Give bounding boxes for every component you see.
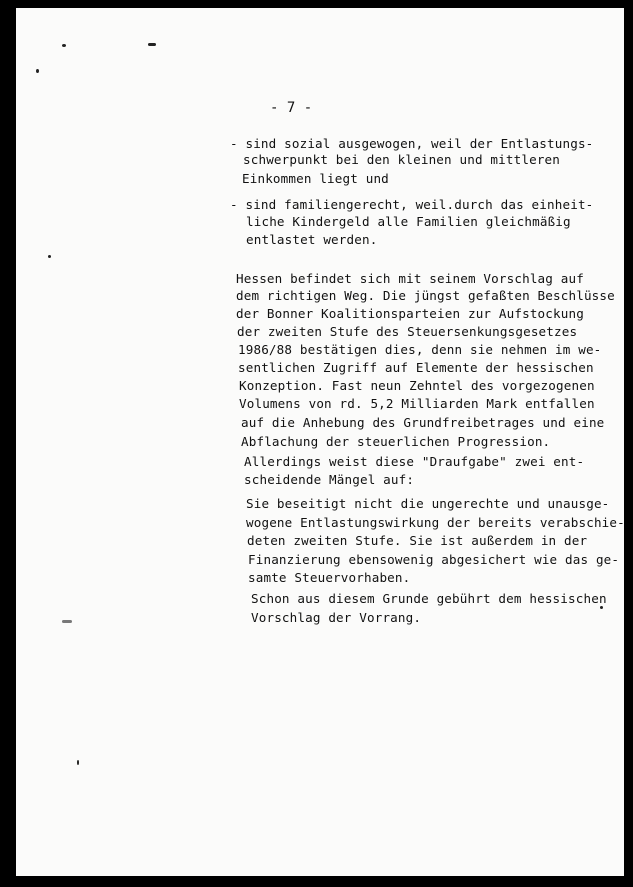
text-line: Volumens von rd. 5,2 Milliarden Mark entfallen — [239, 396, 595, 411]
scan-speck — [62, 44, 66, 47]
text-line: auf die Anhebung des Grundfreibetrages und eine — [241, 415, 605, 430]
text-line: dem richtigen Weg. Die jüngst gefaßten Beschlüsse — [236, 288, 615, 303]
text-line: scheidende Mängel auf: — [244, 472, 415, 487]
scan-border-bottom — [0, 876, 633, 887]
scan-speck — [48, 255, 51, 258]
scan-speck — [77, 760, 79, 765]
scan-speck — [148, 43, 156, 46]
text-line: Abflachung der steuerlichen Progression. — [241, 434, 551, 449]
text-line: deten zweiten Stufe. Sie ist außerdem in der — [247, 533, 588, 548]
text-line: Sie beseitigt nicht die ungerechte und unausge- — [246, 496, 610, 511]
text-line: Vorschlag der Vorrang. — [251, 610, 422, 625]
text-line: samte Steuervorhaben. — [248, 570, 411, 585]
text-line: 1986/88 bestätigen dies, denn sie nehmen im we- — [238, 342, 602, 357]
text-line: wogene Entlastungswirkung der bereits verabschie- — [246, 515, 625, 530]
text-line: Allerdings weist diese "Draufgabe" zwei ent- — [244, 454, 585, 469]
text-line: der zweiten Stufe des Steuersenkungsgesetzes — [237, 324, 578, 339]
text-line: Hessen befindet sich mit seinem Vorschlag auf — [236, 271, 584, 286]
text-line: Konzeption. Fast neun Zehntel des vorgezogenen — [239, 378, 595, 393]
text-line: entlastet werden. — [246, 232, 378, 247]
scan-speck — [62, 620, 72, 623]
scan-border-right — [624, 0, 633, 887]
text-line: Finanzierung ebensowenig abgesichert wie das ge- — [248, 552, 620, 567]
text-line: - sind familiengerecht, weil.durch das einheit- — [230, 197, 594, 212]
text-line: - sind sozial ausgewogen, weil der Entlastungs- — [230, 136, 594, 151]
text-line: schwerpunkt bei den kleinen und mittleren — [243, 152, 561, 167]
page-number: - 7 - — [270, 100, 313, 116]
text-line: Schon aus diesem Grunde gebührt dem hessischen — [251, 591, 607, 606]
text-line: Einkommen liegt und — [242, 171, 389, 186]
text-line: liche Kindergeld alle Familien gleichmäßig — [246, 214, 571, 229]
scan-border-left — [0, 0, 17, 887]
scan-speck — [36, 69, 39, 73]
text-line: sentlichen Zugriff auf Elemente der hessischen — [238, 360, 594, 375]
text-line: der Bonner Koalitionsparteien zur Aufstockung — [236, 306, 584, 321]
